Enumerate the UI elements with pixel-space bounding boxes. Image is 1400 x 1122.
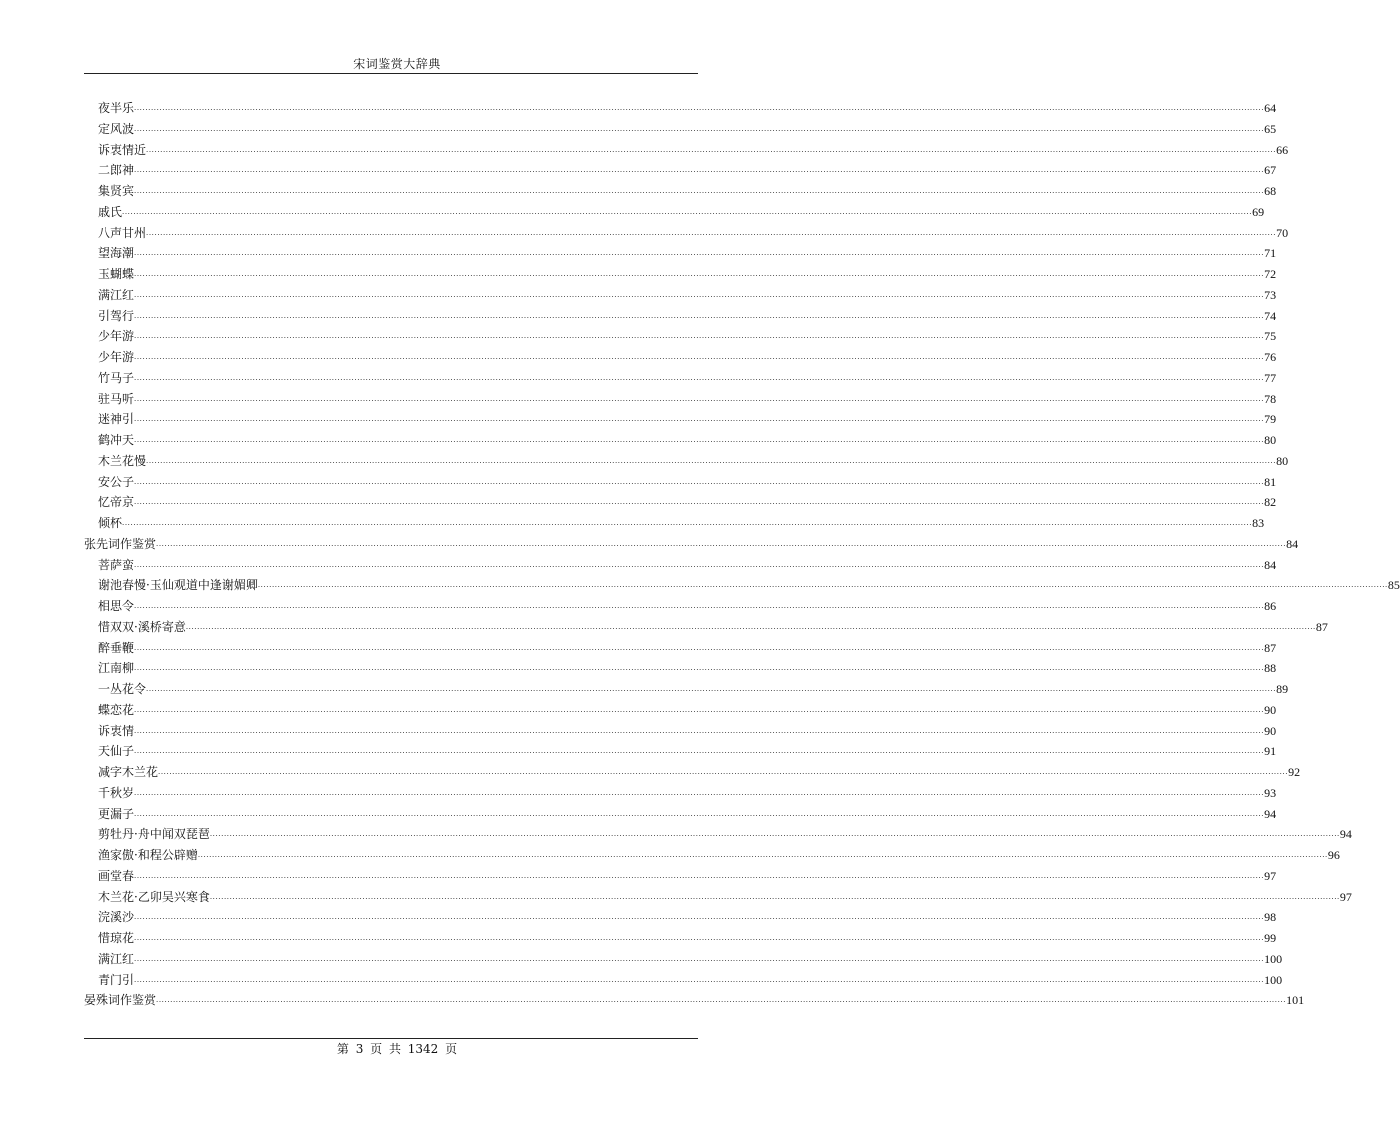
toc-entry-row [98,926,1277,946]
toc-entry-title: 集贤宾 [98,184,135,198]
dot-leader: ................................................................................................................................................................................................................................................................................................................................................................................................................ [134,332,1265,341]
toc-page-number: 98 [1264,910,1277,925]
dot-leader: ................................................................................................................................................................................................................................................................................................................................................................................................................ [134,104,1265,112]
dot-leader: ................................................................................................................................................................................................................................................................................................................................................................................................................ [146,228,1277,237]
dot-leader: ................................................................................................................................................................................................................................................................................................................................................................................................................ [134,290,1265,299]
toc-entry-title: 浣溪沙 [98,910,135,925]
toc-entry-row [98,470,1277,490]
toc-entry-row [98,221,1289,241]
toc-entry-title: 更漏子 [98,806,135,821]
dot-leader: ................................................................................................................................................................................................................................................................................................................................................................................................................ [134,124,1265,133]
toc-page-number: 99 [1264,931,1277,945]
toc-page-number: 94 [1264,806,1277,821]
toc-entry-title: 诉衷情近 [98,142,147,157]
toc-entry-row [98,947,1283,967]
toc-entry-title: 倾杯 [98,516,123,530]
toc-page-number: 71 [1264,246,1277,261]
toc-entry-title: 醉垂鞭 [98,640,135,655]
toc-page-number: 74 [1264,308,1277,323]
toc-entry-row [98,885,1352,905]
dot-leader: ................................................................................................................................................................................................................................................................................................................................................................................................................ [134,415,1265,424]
toc-entry-row [98,781,1277,801]
toc-entry-row [98,636,1277,656]
dot-leader: ................................................................................................................................................................................................................................................................................................................................................................................................................ [257,581,1388,590]
toc-entry-title: 定风波 [98,121,135,136]
dot-leader: ................................................................................................................................................................................................................................................................................................................................................................................................................ [134,373,1265,382]
toc-entry-title: 木兰花·乙卯吴兴寒食 [98,889,210,904]
toc-entry-row [98,345,1277,365]
toc-entry-title: 谢池春慢·玉仙观道中逢谢媚卿 [98,578,258,593]
toc-entry-row [98,802,1277,822]
toc-entry-title: 鹤冲天 [98,433,135,447]
toc-page-number: 89 [1276,682,1289,696]
toc-entry-title: 减字木兰花 [98,765,159,779]
dot-leader: ................................................................................................................................................................................................................................................................................................................................................................................................................ [134,705,1265,714]
toc-entry-row [98,262,1277,282]
toc-entry-title: 满江红 [98,287,135,302]
toc-entry-title: 惜双双·溪桥寄意 [98,619,186,634]
toc-page-number: 86 [1264,599,1277,613]
dot-leader: ................................................................................................................................................................................................................................................................................................................................................................................................................ [122,519,1253,527]
dot-leader: ................................................................................................................................................................................................................................................................................................................................................................................................................ [134,934,1265,942]
toc-page-number: 80 [1276,453,1289,468]
toc-page-number: 90 [1264,702,1277,717]
toc-entry-row [98,760,1301,780]
toc-section-row [84,988,1305,1008]
toc-entry-row [98,968,1283,988]
dot-leader: ................................................................................................................................................................................................................................................................................................................................................................................................................ [134,643,1265,652]
dot-leader: ................................................................................................................................................................................................................................................................................................................................................................................................................ [134,560,1265,569]
toc-entry-title: 安公子 [98,474,135,489]
dot-leader: ................................................................................................................................................................................................................................................................................................................................................................................................................ [134,871,1265,880]
toc-entry-row [98,656,1277,676]
toc-page-number: 67 [1264,163,1277,178]
toc-page-number: 66 [1276,142,1289,157]
dot-leader: ................................................................................................................................................................................................................................................................................................................................................................................................................ [134,664,1265,673]
toc-page-number: 84 [1286,536,1299,551]
dot-leader: ................................................................................................................................................................................................................................................................................................................................................................................................................ [134,602,1265,610]
toc-page-number: 65 [1264,121,1277,136]
header-title: 宋词鉴赏大辞典 [353,57,441,71]
dot-leader: ................................................................................................................................................................................................................................................................................................................................................................................................................ [134,187,1265,195]
toc-page-number: 80 [1264,433,1277,447]
toc-page-number: 78 [1264,391,1277,406]
toc-page-number: 93 [1264,785,1277,800]
toc-page-number: 69 [1252,204,1265,219]
toc-page-number: 75 [1264,329,1277,344]
toc-entry-row [98,449,1289,469]
toc-page-number: 97 [1264,868,1277,883]
toc-page-number: 82 [1264,495,1277,510]
toc-entry-title: 天仙子 [98,744,135,759]
footer-rule [84,1038,698,1039]
toc-entry-title: 驻马听 [98,391,135,406]
toc-entry-row [98,241,1277,261]
toc-entry-row [98,117,1277,137]
toc-entry-title: 迷神引 [98,412,135,427]
toc-entry-row [98,138,1289,158]
dot-leader: ................................................................................................................................................................................................................................................................................................................................................................................................................ [158,768,1289,776]
toc-entry-title: 忆帝京 [98,495,135,510]
dot-leader: ................................................................................................................................................................................................................................................................................................................................................................................................................ [146,145,1277,154]
toc-page-number: 87 [1315,619,1328,634]
toc-entry-title: 八声甘州 [98,225,147,240]
toc-entry-title: 望海潮 [98,246,135,261]
toc-entry-row [98,200,1265,220]
dot-leader: ................................................................................................................................................................................................................................................................................................................................................................................................................ [134,788,1265,797]
toc-entry-row [98,490,1277,510]
dot-leader: ................................................................................................................................................................................................................................................................................................................................................................................................................ [134,913,1265,922]
toc-page-number: 92 [1288,765,1301,779]
toc-page-number: 88 [1264,661,1277,676]
toc-entry-title: 菩萨蛮 [98,557,135,572]
toc-entry-row [98,407,1277,427]
toc-entry-title: 木兰花慢 [98,453,147,468]
dot-leader: ................................................................................................................................................................................................................................................................................................................................................................................................................ [209,892,1340,901]
dot-leader: ................................................................................................................................................................................................................................................................................................................................................................................................................ [134,249,1265,258]
dot-leader: ................................................................................................................................................................................................................................................................................................................................................................................................................ [134,498,1265,507]
toc-entry-row [98,283,1277,303]
toc-entry-row [98,96,1277,116]
dot-leader: ................................................................................................................................................................................................................................................................................................................................................................................................................ [185,622,1316,631]
page-number-text: 第 3 页 共 1342 页 [336,1042,458,1056]
toc-section-row [84,532,1299,552]
dot-leader: ................................................................................................................................................................................................................................................................................................................................................................................................................ [134,726,1265,735]
toc-entry-title: 戚氏 [98,204,123,219]
toc-page-number: 68 [1264,184,1277,198]
toc-page-number: 81 [1264,474,1277,489]
toc-entry-title: 诉衷情 [98,723,135,738]
toc-page-number: 70 [1276,225,1289,240]
toc-page-number: 76 [1264,350,1277,364]
toc-entry-row [98,428,1277,448]
dot-leader: ................................................................................................................................................................................................................................................................................................................................................................................................................ [134,311,1265,320]
toc-entry-row [98,553,1277,573]
toc-entry-row [98,511,1265,531]
dot-leader: ................................................................................................................................................................................................................................................................................................................................................................................................................ [134,270,1265,278]
toc-entry-row [98,698,1277,718]
toc-page-number: 97 [1339,889,1352,904]
toc-entry-title: 竹马子 [98,370,135,385]
dot-leader: ................................................................................................................................................................................................................................................................................................................................................................................................................ [146,685,1277,693]
toc-page-number: 101 [1286,993,1305,1008]
toc-entry-title: 满江红 [98,951,135,966]
toc-page-number: 79 [1264,412,1277,427]
toc-page-number: 84 [1264,557,1277,572]
toc-entry-row [98,304,1277,324]
toc-entry-title: 引驾行 [98,308,135,323]
toc-section-title: 晏殊词作鉴赏 [84,993,157,1008]
toc-entry-title: 蝶恋花 [98,702,135,717]
toc-entry-row [98,615,1328,635]
toc-entry-title: 剪牡丹·舟中闻双琵琶 [98,827,210,842]
dot-leader: ................................................................................................................................................................................................................................................................................................................................................................................................................ [134,747,1265,756]
toc-entry-row [98,324,1277,344]
dot-leader: ................................................................................................................................................................................................................................................................................................................................................................................................................ [134,809,1265,818]
toc-page-number: 77 [1264,370,1277,385]
toc-page-number: 90 [1264,723,1277,738]
toc-page-number: 100 [1264,951,1283,966]
toc-entry-row [98,864,1277,884]
toc-entry-title: 二郎神 [98,163,135,178]
toc-entry-title: 相思令 [98,599,135,613]
toc-entry-title: 一丛花令 [98,682,147,696]
toc-page-number: 73 [1264,287,1277,302]
toc-entry-row [98,677,1289,697]
toc-section-title: 张先词作鉴赏 [84,536,157,551]
toc-page-number: 64 [1264,101,1277,115]
dot-leader: ................................................................................................................................................................................................................................................................................................................................................................................................................ [122,207,1253,216]
toc-page-number: 94 [1339,827,1352,842]
toc-entry-row [98,573,1400,593]
toc-page-number: 87 [1264,640,1277,655]
dot-leader: ................................................................................................................................................................................................................................................................................................................................................................................................................ [134,166,1265,175]
dot-leader: ................................................................................................................................................................................................................................................................................................................................................................................................................ [134,954,1265,963]
toc-page-number: 85 [1387,578,1400,593]
toc-entry-row [98,387,1277,407]
toc-entry-title: 千秋岁 [98,785,135,800]
toc-entry-row [98,366,1277,386]
toc-entry-row [98,594,1277,614]
toc-entry-title: 夜半乐 [98,101,135,115]
toc-entry-row [98,739,1277,759]
toc-entry-title: 画堂春 [98,868,135,883]
toc-page-number: 96 [1327,848,1340,862]
toc-entry-row [98,822,1352,842]
toc-entry-row [98,905,1277,925]
dot-leader: ................................................................................................................................................................................................................................................................................................................................................................................................................ [156,996,1287,1005]
dot-leader: ................................................................................................................................................................................................................................................................................................................................................................................................................ [156,539,1287,548]
header-rule [84,73,698,74]
toc-entry-row [98,179,1277,199]
dot-leader: ................................................................................................................................................................................................................................................................................................................................................................................................................ [134,477,1265,486]
dot-leader: ................................................................................................................................................................................................................................................................................................................................................................................................................ [134,436,1265,444]
toc-entry-title: 玉蝴蝶 [98,267,135,281]
toc-entry-title: 青门引 [98,972,135,987]
toc-entry-row [98,719,1277,739]
toc-page-number: 100 [1264,972,1283,987]
dot-leader: ................................................................................................................................................................................................................................................................................................................................................................................................................ [197,851,1328,859]
toc-page-number: 91 [1264,744,1277,759]
dot-leader: ................................................................................................................................................................................................................................................................................................................................................................................................................ [134,394,1265,403]
toc-entry-row [98,843,1340,863]
toc-page-number: 83 [1252,516,1265,530]
dot-leader: ................................................................................................................................................................................................................................................................................................................................................................................................................ [134,975,1265,984]
toc-page-number: 72 [1264,267,1277,281]
toc-entry-row [98,158,1277,178]
dot-leader: ................................................................................................................................................................................................................................................................................................................................................................................................................ [146,456,1277,465]
toc-entry-title: 江南柳 [98,661,135,676]
toc-entry-title: 惜琼花 [98,931,135,945]
dot-leader: ................................................................................................................................................................................................................................................................................................................................................................................................................ [209,830,1340,839]
toc-entry-title: 渔家傲·和程公辟赠 [98,848,198,862]
toc-entry-title: 少年游 [98,350,135,364]
toc-entry-title: 少年游 [98,329,135,344]
dot-leader: ................................................................................................................................................................................................................................................................................................................................................................................................................ [134,353,1265,361]
